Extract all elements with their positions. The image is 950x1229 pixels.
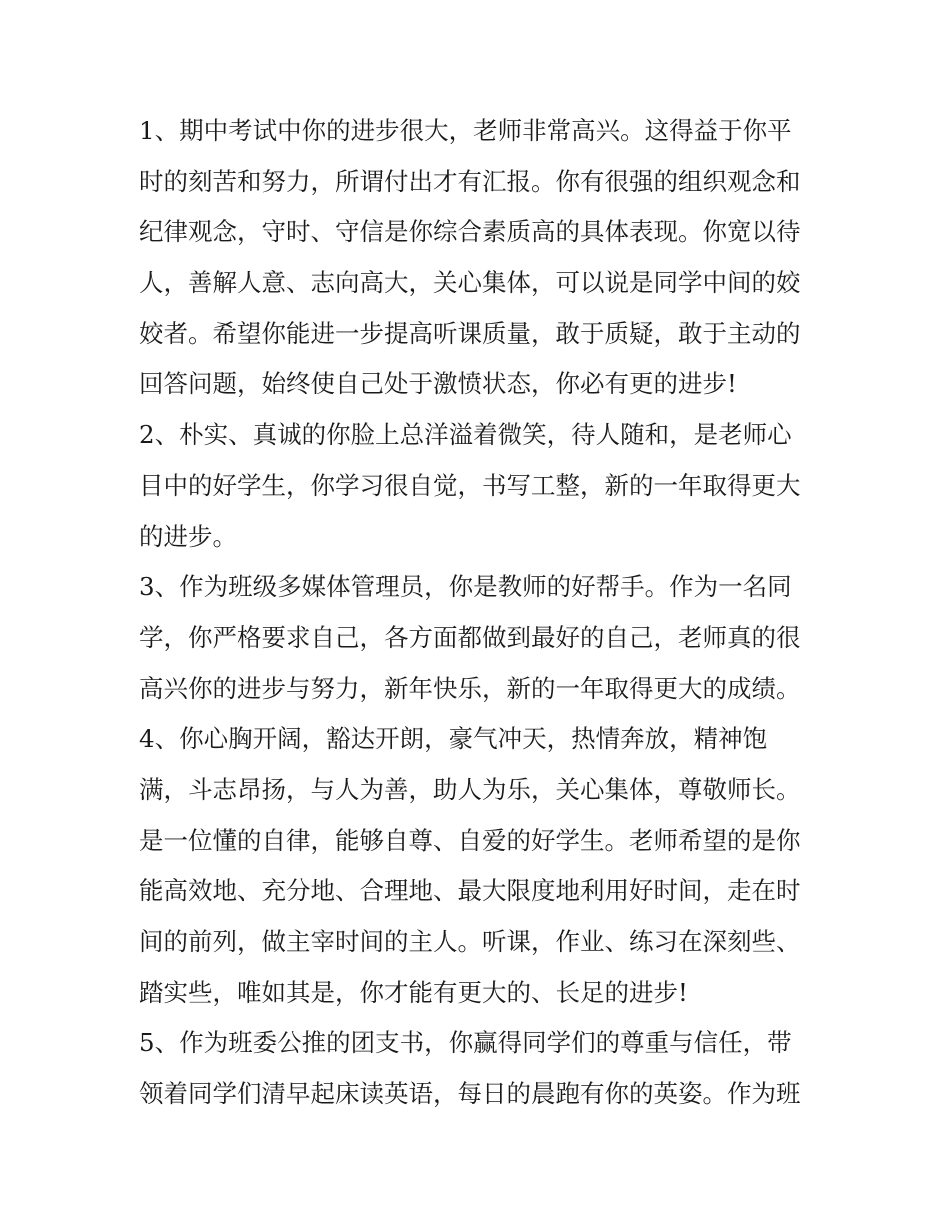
text-line: 2、朴实、真诚的你脸上总洋溢着微笑，待人随和，是老师心 — [139, 420, 792, 450]
text-line: 高兴你的进步与努力，新年快乐，新的一年取得更大的成绩。 — [139, 673, 801, 703]
text-line: 姣者。希望你能进一步提高听课质量，敢于质疑，敢于主动的 — [139, 318, 801, 348]
text-line: 时的刻苦和努力，所谓付出才有汇报。你有很强的组织观念和 — [139, 166, 801, 196]
text-line: 是一位懂的自律，能够自尊、自爱的好学生。老师希望的是你 — [139, 825, 801, 855]
document-body — [139, 106, 819, 1120]
text-line: 踏实些，唯如其是，你才能有更大的、长足的进步! — [139, 977, 688, 1007]
text-line: 人，善解人意、志向高大，关心集体，可以说是同学中间的姣 — [139, 268, 801, 298]
text-line: 领着同学们清早起床读英语，每日的晨跑有你的英姿。作为班 — [139, 1079, 801, 1109]
text-line: 能高效地、充分地、合理地、最大限度地利用好时间，走在时 — [139, 876, 801, 906]
text-line: 回答问题，始终使自己处于激愤状态，你必有更的进步! — [139, 369, 737, 399]
text-line: 目中的好学生，你学习很自觉，书写工整，新的一年取得更大 — [139, 470, 801, 500]
text-line: 间的前列，做主宰时间的主人。听课，作业、练习在深刻些、 — [139, 927, 801, 956]
text-line: 满，斗志昂扬，与人为善，助人为乐，关心集体，尊敬师长。 — [139, 774, 801, 804]
text-line: 学，你严格要求自己，各方面都做到最好的自己，老师真的很 — [139, 622, 801, 652]
text-line: 5、作为班委公推的团支书，你赢得同学们的尊重与信任，带 — [139, 1028, 792, 1058]
text-line: 3、作为班级多媒体管理员，你是教师的好帮手。作为一名同 — [139, 572, 792, 602]
text-line: 1、期中考试中你的进步很大，老师非常高兴。这得益于你平 — [139, 116, 792, 145]
text-line: 纪律观念，守时、守信是你综合素质高的具体表现。你宽以待 — [139, 217, 801, 247]
text-line: 4、你心胸开阔，豁达开朗，豪气冲天，热情奔放，精神饱 — [139, 724, 768, 754]
text-line: 的进步。 — [139, 521, 237, 551]
